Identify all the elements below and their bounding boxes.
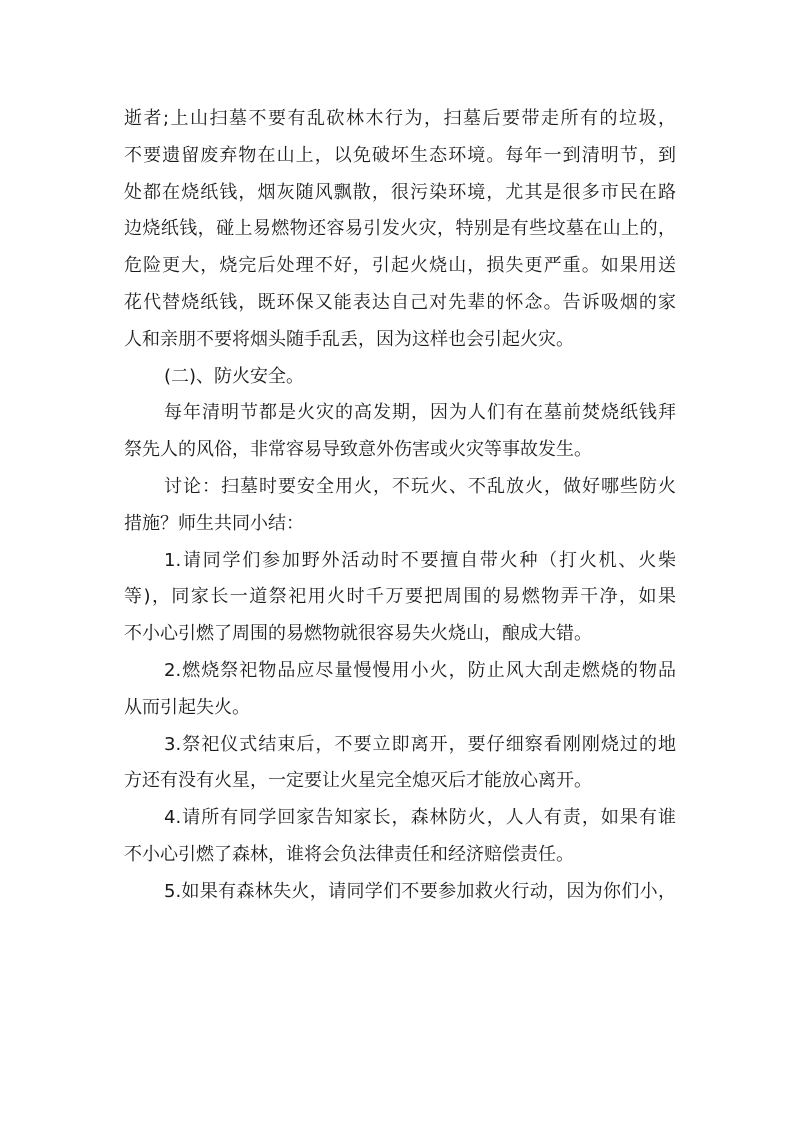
text-line: 4.请所有同学回家告知家长，森林防火，人人有责，如果有谁 xyxy=(164,807,676,829)
text-line: 每年清明节都是火灾的高发期，因为人们有在墓前焚烧纸钱拜 xyxy=(164,402,676,424)
text-line: 边烧纸钱，碰上易燃物还容易引发火灾，特别是有些坟墓在山上的， xyxy=(124,218,676,240)
document-body xyxy=(124,101,676,911)
text-line: 处都在烧纸钱，烟灰随风飘散，很污染环境，尤其是很多市民在路 xyxy=(124,181,676,203)
text-line: 从而引起失火。 xyxy=(124,696,250,718)
text-line: 5.如果有森林失火，请同学们不要参加救火行动，因为你们小， xyxy=(164,880,676,902)
text-line: 逝者;上山扫墓不要有乱砍林木行为，扫墓后要带走所有的垃圾， xyxy=(124,108,676,129)
text-line: 等)，同家长一道祭祀用火时千万要把周围的易燃物弄干净，如果 xyxy=(124,586,676,608)
text-line: 花代替烧纸钱，既环保又能表达自己对先辈的怀念。告诉吸烟的家 xyxy=(124,291,676,313)
text-line: 不小心引燃了周围的易燃物就很容易失火烧山，酿成大错。 xyxy=(124,623,592,645)
text-line: (二)、防火安全。 xyxy=(164,365,305,387)
text-line: 祭先人的风俗，非常容易导致意外伤害或火灾等事故发生。 xyxy=(124,439,592,461)
text-line: 不要遗留废弃物在山上，以免破坏生态环境。每年一到清明节，到 xyxy=(124,144,676,166)
text-line: 1.请同学们参加野外活动时不要擅自带火种（打火机、火柴 xyxy=(164,549,676,571)
text-line: 危险更大，烧完后处理不好，引起火烧山，损失更严重。如果用送 xyxy=(124,255,676,277)
text-line: 措施？师生共同小结： xyxy=(124,512,304,534)
text-line: 人和亲朋不要将烟头随手乱丢，因为这样也会引起火灾。 xyxy=(124,328,574,350)
text-line: 2.燃烧祭祀物品应尽量慢慢用小火，防止风大刮走燃烧的物品 xyxy=(164,659,676,681)
text-line: 讨论：扫墓时要安全用火，不玩火、不乱放火，做好哪些防火 xyxy=(164,475,676,497)
text-line: 方还有没有火星，一定要让火星完全熄灭后才能放心离开。 xyxy=(124,770,592,792)
text-line: 3.祭祀仪式结束后，不要立即离开，要仔细察看刚刚烧过的地 xyxy=(164,733,676,755)
text-line: 不小心引燃了森林，谁将会负法律责任和经济赔偿责任。 xyxy=(124,843,574,865)
